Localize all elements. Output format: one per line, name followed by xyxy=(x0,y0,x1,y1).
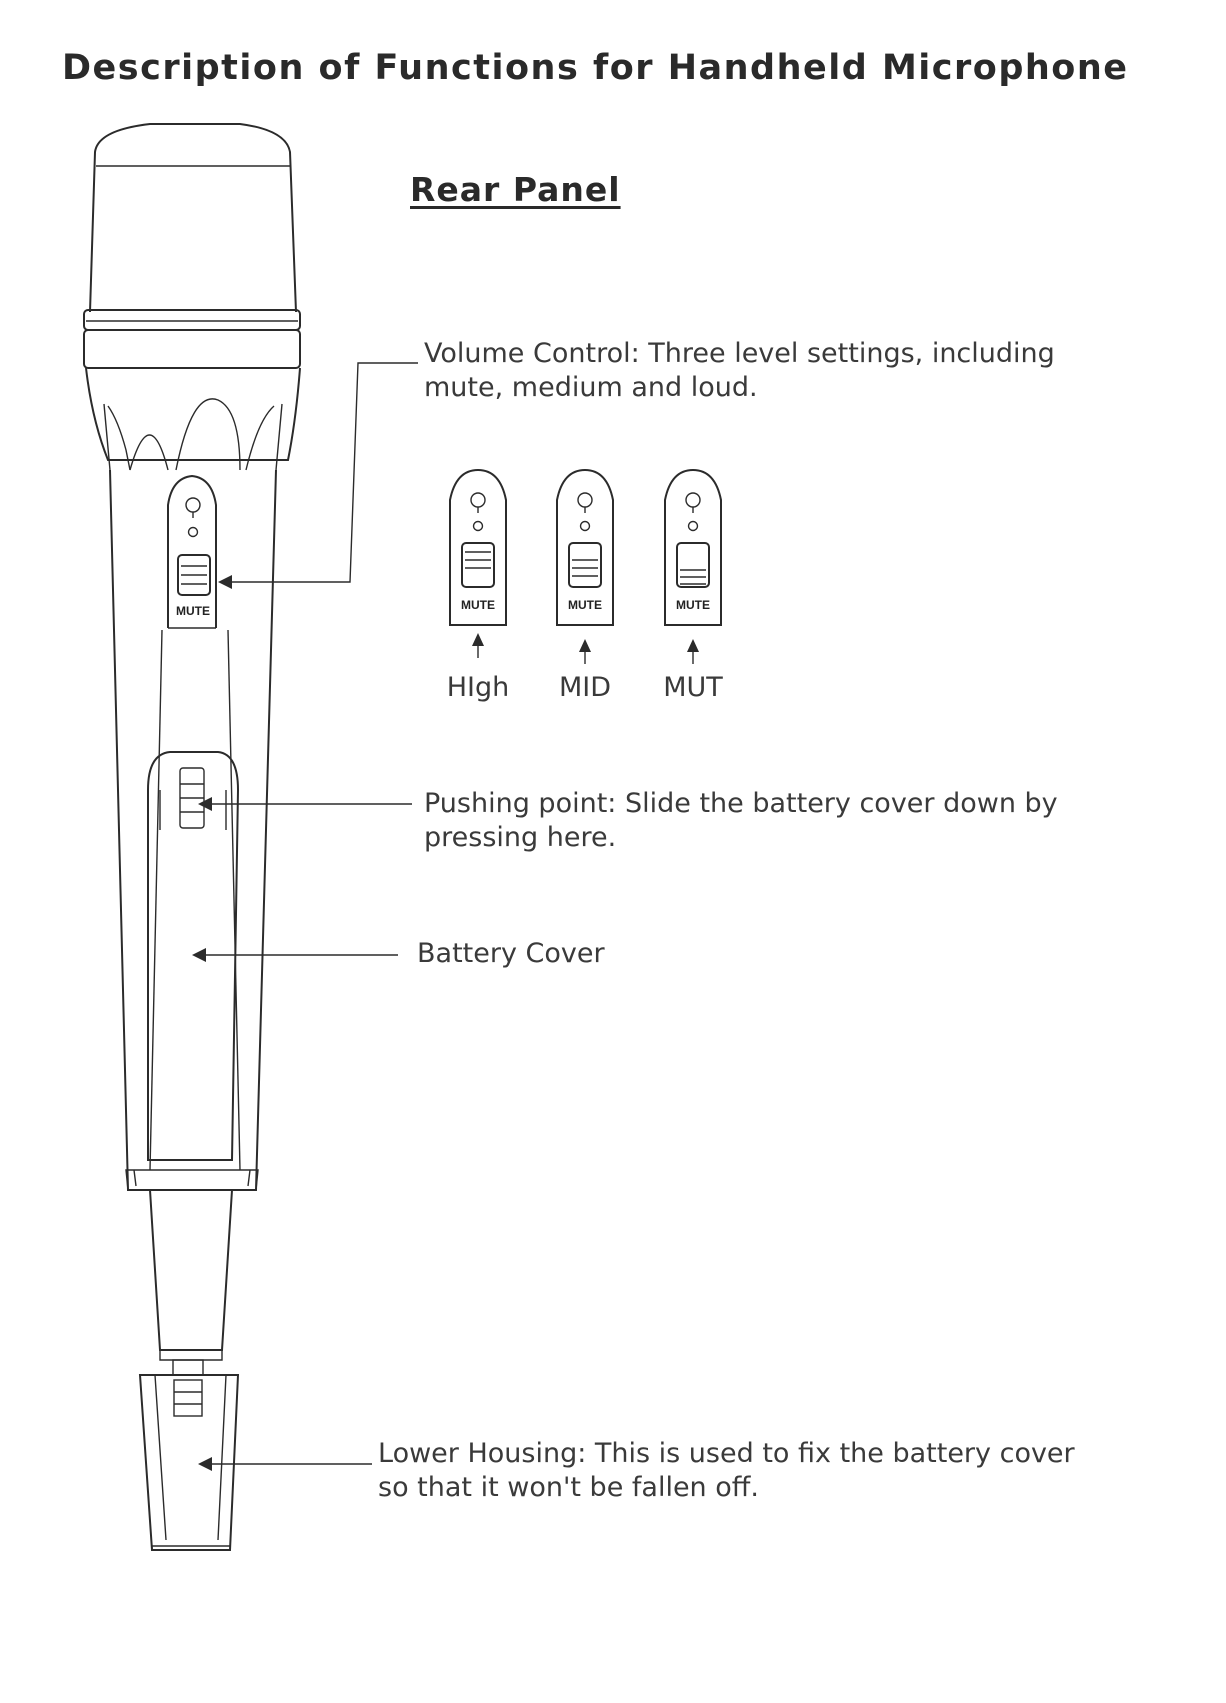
callout-lines xyxy=(192,363,418,1471)
callout-volume-control xyxy=(424,337,1055,405)
arrow-housing xyxy=(198,1457,212,1471)
callout-battery-cover xyxy=(417,937,605,971)
microphone-body xyxy=(84,124,300,1550)
callout-lower-housing xyxy=(378,1437,1075,1505)
switch-setting-high xyxy=(450,470,506,658)
page-title: Description of Functions for Handheld Microphone xyxy=(62,48,1129,88)
callout-volume-line1: Volume Control: Three level settings, including xyxy=(424,338,1055,369)
callout-pushing-point xyxy=(424,787,1058,855)
switch-setting-mid xyxy=(557,470,613,664)
section-title-rear-panel: Rear Panel xyxy=(410,170,621,209)
arrow-pushing xyxy=(198,797,212,811)
battery-cover xyxy=(148,752,238,1160)
volume-switch-panel xyxy=(168,476,216,628)
callout-volume-line2: mute, medium and loud. xyxy=(424,372,758,403)
switch-setting-mute xyxy=(665,470,721,664)
setting-mute-mute-label: MUTE xyxy=(676,598,710,612)
setting-label-high: HIgh xyxy=(446,672,510,703)
setting-label-mute: MUT xyxy=(663,672,723,703)
arrow-volume xyxy=(218,575,232,589)
mute-label: MUTE xyxy=(176,604,210,618)
callout-pushing-line2: pressing here. xyxy=(424,822,617,853)
callout-pushing-line1: Pushing point: Slide the battery cover down by xyxy=(424,788,1058,819)
callout-housing-line2: so that it won't be fallen off. xyxy=(378,1472,759,1503)
setting-mid-mute-label: MUTE xyxy=(568,598,602,612)
setting-high-mute-label: MUTE xyxy=(461,598,495,612)
callout-battery-line1: Battery Cover xyxy=(417,938,605,969)
callout-housing-line1: Lower Housing: This is used to fix the battery cover xyxy=(378,1438,1075,1469)
arrow-battery xyxy=(192,948,206,962)
setting-label-mid: MID xyxy=(558,672,612,703)
